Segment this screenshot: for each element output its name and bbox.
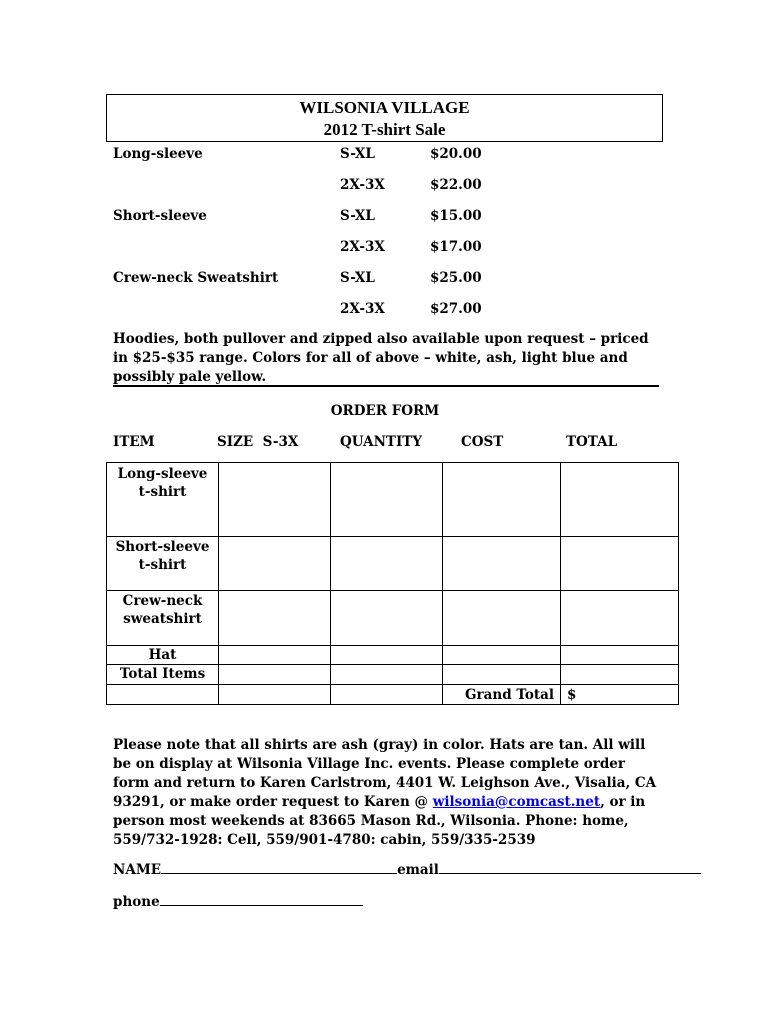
total-cell[interactable] bbox=[561, 665, 679, 685]
cost-cell[interactable] bbox=[443, 665, 561, 685]
size-cell[interactable] bbox=[219, 463, 331, 537]
total-cell[interactable] bbox=[561, 463, 679, 537]
grand-total-value[interactable]: $ bbox=[561, 685, 679, 705]
row-label bbox=[107, 591, 219, 646]
title-box bbox=[106, 94, 663, 142]
row-label-line1: Crew-neck bbox=[122, 593, 203, 609]
row-label-line2: sweatshirt bbox=[123, 611, 202, 627]
size-cell[interactable] bbox=[219, 665, 331, 685]
quantity-cell[interactable] bbox=[331, 591, 443, 646]
order-table bbox=[106, 462, 679, 705]
price-value: $27.00 bbox=[430, 301, 482, 317]
empty-cell bbox=[331, 685, 443, 705]
price-size: 2X-3X bbox=[340, 239, 385, 255]
quantity-cell[interactable] bbox=[331, 463, 443, 537]
price-size: 2X-3X bbox=[340, 177, 385, 193]
name-label: NAME bbox=[113, 862, 162, 878]
hoodie-note: Hoodies, both pullover and zipped also available upon request – priced in $25-$35 range. Colors for all of above – white, ash, light blue and possibly pale yellow. bbox=[113, 331, 649, 385]
cost-cell[interactable] bbox=[443, 463, 561, 537]
price-value: $25.00 bbox=[430, 270, 482, 286]
phone-label: phone bbox=[113, 894, 160, 910]
title-line-1: WILSONIA VILLAGE bbox=[299, 98, 470, 117]
size-cell[interactable] bbox=[219, 537, 331, 591]
empty-cell bbox=[219, 685, 331, 705]
price-item-name: Crew-neck Sweatshirt bbox=[113, 270, 279, 286]
cost-cell[interactable] bbox=[443, 591, 561, 646]
order-form-title: ORDER FORM bbox=[330, 403, 440, 419]
order-note bbox=[113, 736, 665, 850]
quantity-cell[interactable] bbox=[331, 665, 443, 685]
email-field[interactable] bbox=[439, 858, 701, 874]
title-line-2: 2012 T-shirt Sale bbox=[323, 120, 446, 139]
price-value: $15.00 bbox=[430, 208, 482, 224]
size-cell[interactable] bbox=[219, 646, 331, 665]
table-row bbox=[107, 537, 679, 591]
email-label: email bbox=[397, 862, 439, 878]
price-size: S-XL bbox=[340, 270, 375, 286]
table-row bbox=[107, 646, 679, 665]
total-cell[interactable] bbox=[561, 537, 679, 591]
price-value: $17.00 bbox=[430, 239, 482, 255]
row-label bbox=[107, 537, 219, 591]
column-header-item: ITEM bbox=[113, 434, 155, 450]
row-label-line2: t-shirt bbox=[138, 557, 187, 573]
row-label-line1: Long-sleeve bbox=[117, 466, 208, 482]
column-header-size: SIZE S-3X bbox=[217, 434, 299, 450]
grand-total-label: Grand Total bbox=[443, 685, 561, 705]
column-header-quantity: QUANTITY bbox=[340, 434, 422, 450]
price-item-name: Long-sleeve bbox=[113, 146, 203, 162]
price-size: 2X-3X bbox=[340, 301, 385, 317]
name-email-row bbox=[113, 858, 701, 879]
price-size: S-XL bbox=[340, 146, 375, 162]
phone-field[interactable] bbox=[160, 890, 363, 906]
row-label-line1: Short-sleeve bbox=[115, 539, 210, 555]
price-value: $22.00 bbox=[430, 177, 482, 193]
note-text-1: Please note that all shirts are ash (gray) in color. Hats are tan. All will be on display at Wilsonia Village Inc. events. Please complete order form and return to Karen Carlstrom, 4401 W. Leighson Ave., Visalia, CA 93291, or make order request to Karen @ bbox=[113, 737, 657, 810]
quantity-cell[interactable] bbox=[331, 646, 443, 665]
quantity-cell[interactable] bbox=[331, 537, 443, 591]
table-row bbox=[107, 463, 679, 537]
total-cell[interactable] bbox=[561, 646, 679, 665]
phone-row bbox=[113, 890, 363, 911]
total-cell[interactable] bbox=[561, 591, 679, 646]
cost-cell[interactable] bbox=[443, 537, 561, 591]
price-item-name: Short-sleeve bbox=[113, 208, 207, 224]
row-label bbox=[107, 665, 219, 685]
cost-cell[interactable] bbox=[443, 646, 561, 665]
row-label-line1: Total Items bbox=[119, 666, 206, 682]
divider bbox=[113, 385, 659, 387]
note-text-2: , or in person most weekends at 83665 Mason Rd., Wilsonia. Phone: home, 559/732-1928: Cell, 559/901-4780: cabin, 559/335-2539 bbox=[113, 794, 646, 848]
email-link[interactable]: wilsonia@comcast.net bbox=[432, 794, 601, 810]
name-field[interactable] bbox=[161, 858, 397, 874]
size-cell[interactable] bbox=[219, 591, 331, 646]
table-row bbox=[107, 685, 679, 705]
table-row bbox=[107, 665, 679, 685]
row-label-line2: t-shirt bbox=[138, 484, 187, 500]
table-row bbox=[107, 591, 679, 646]
column-header-total: TOTAL bbox=[566, 434, 618, 450]
price-size: S-XL bbox=[340, 208, 375, 224]
price-value: $20.00 bbox=[430, 146, 482, 162]
empty-cell bbox=[107, 685, 219, 705]
row-label-line1: Hat bbox=[148, 647, 177, 663]
row-label bbox=[107, 463, 219, 537]
column-header-cost: COST bbox=[461, 434, 504, 450]
row-label bbox=[107, 646, 219, 665]
